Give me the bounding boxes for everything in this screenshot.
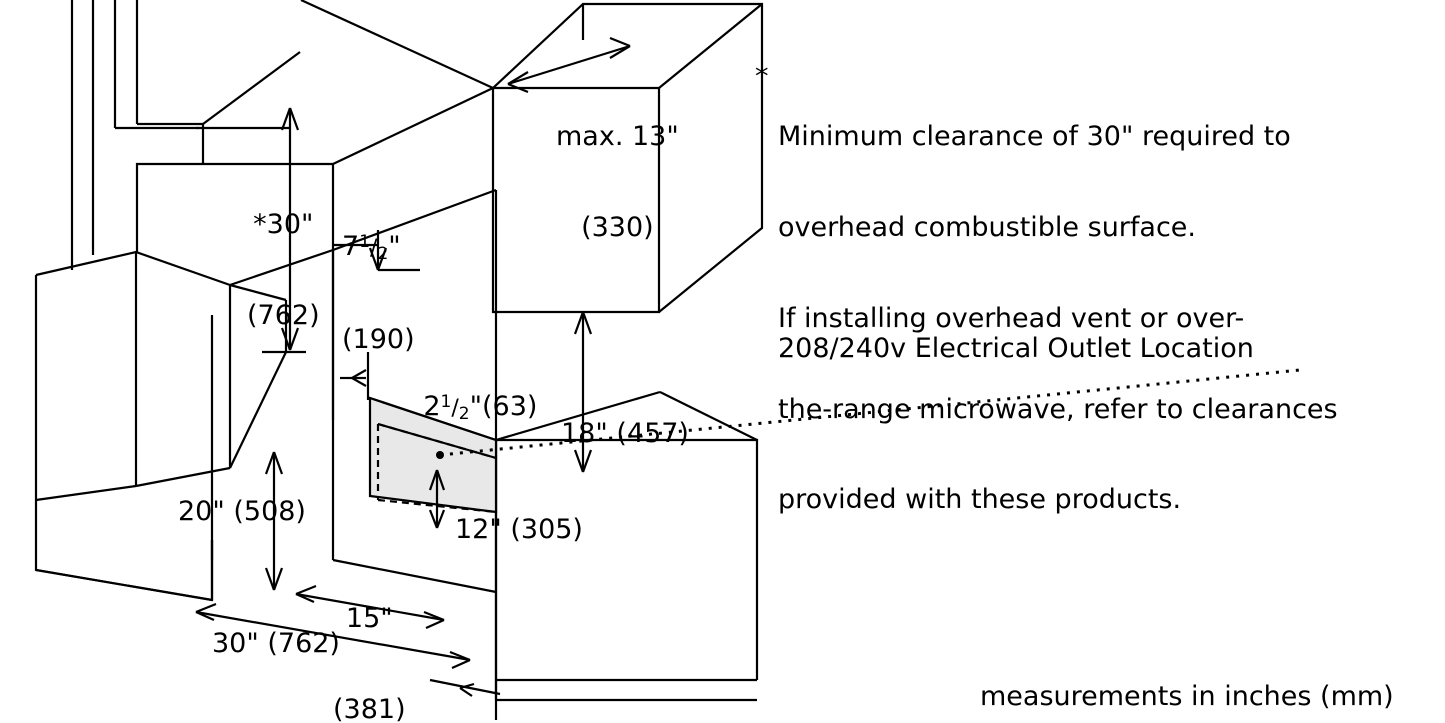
dim-label-clear30-line2: (762) xyxy=(247,300,320,332)
outlet-location-label: 208/240v Electrical Outlet Location xyxy=(778,333,1254,364)
dim-7half-num: 1 xyxy=(359,232,371,253)
dim-2half-whole: 2 xyxy=(423,391,441,423)
dim-label-15-line2: (381) xyxy=(333,694,406,723)
dim-label-2half: $2^1/2"(63)$ xyxy=(423,391,538,425)
clearance-note-line-4: the-range microwave, refer to clearances xyxy=(778,393,1338,425)
dim-label-clear30-line1: *30" xyxy=(253,209,314,241)
dim-label-clear30 xyxy=(247,150,320,392)
dim-7half-suffix: " xyxy=(388,231,401,263)
dim-2half-den: 2 xyxy=(458,404,470,425)
dim-label-20: 20" (508) xyxy=(178,496,306,527)
dim-label-7half-line1: $7^1/2$" xyxy=(342,231,401,265)
dim-label-12: 12" (305) xyxy=(455,514,583,545)
clearance-note-line-1: Minimum clearance of 30" required to xyxy=(778,121,1291,153)
dim-label-max13 xyxy=(556,62,679,304)
units-note: measurements in inches (mm) xyxy=(980,681,1394,712)
clearance-note-line-5: provided with these products. xyxy=(778,484,1182,516)
dim-label-18: 18" (457) xyxy=(561,418,689,449)
clearance-note-line-2: overhead combustible surface. xyxy=(778,212,1196,244)
dim-label-max13-line2: (330) xyxy=(581,212,654,244)
dim-label-7half-line2: (190) xyxy=(342,324,415,356)
dim-7half-den: 2 xyxy=(377,244,389,265)
dim-label-15-line1: 15" xyxy=(345,603,393,635)
clearance-note-marker: * xyxy=(755,61,769,92)
clearance-note xyxy=(778,62,1418,576)
clearance-note-line-3: If installing overhead vent or over- xyxy=(778,302,1245,334)
dim-label-30: 30" (762) xyxy=(212,628,340,659)
dim-2half-num: 1 xyxy=(440,392,452,413)
dim-label-max13-line1: max. 13" xyxy=(556,121,679,153)
dim-7half-whole: 7 xyxy=(342,231,360,263)
dim-label-15 xyxy=(333,544,406,723)
dim-2half-suffix: "(63) xyxy=(469,391,538,423)
